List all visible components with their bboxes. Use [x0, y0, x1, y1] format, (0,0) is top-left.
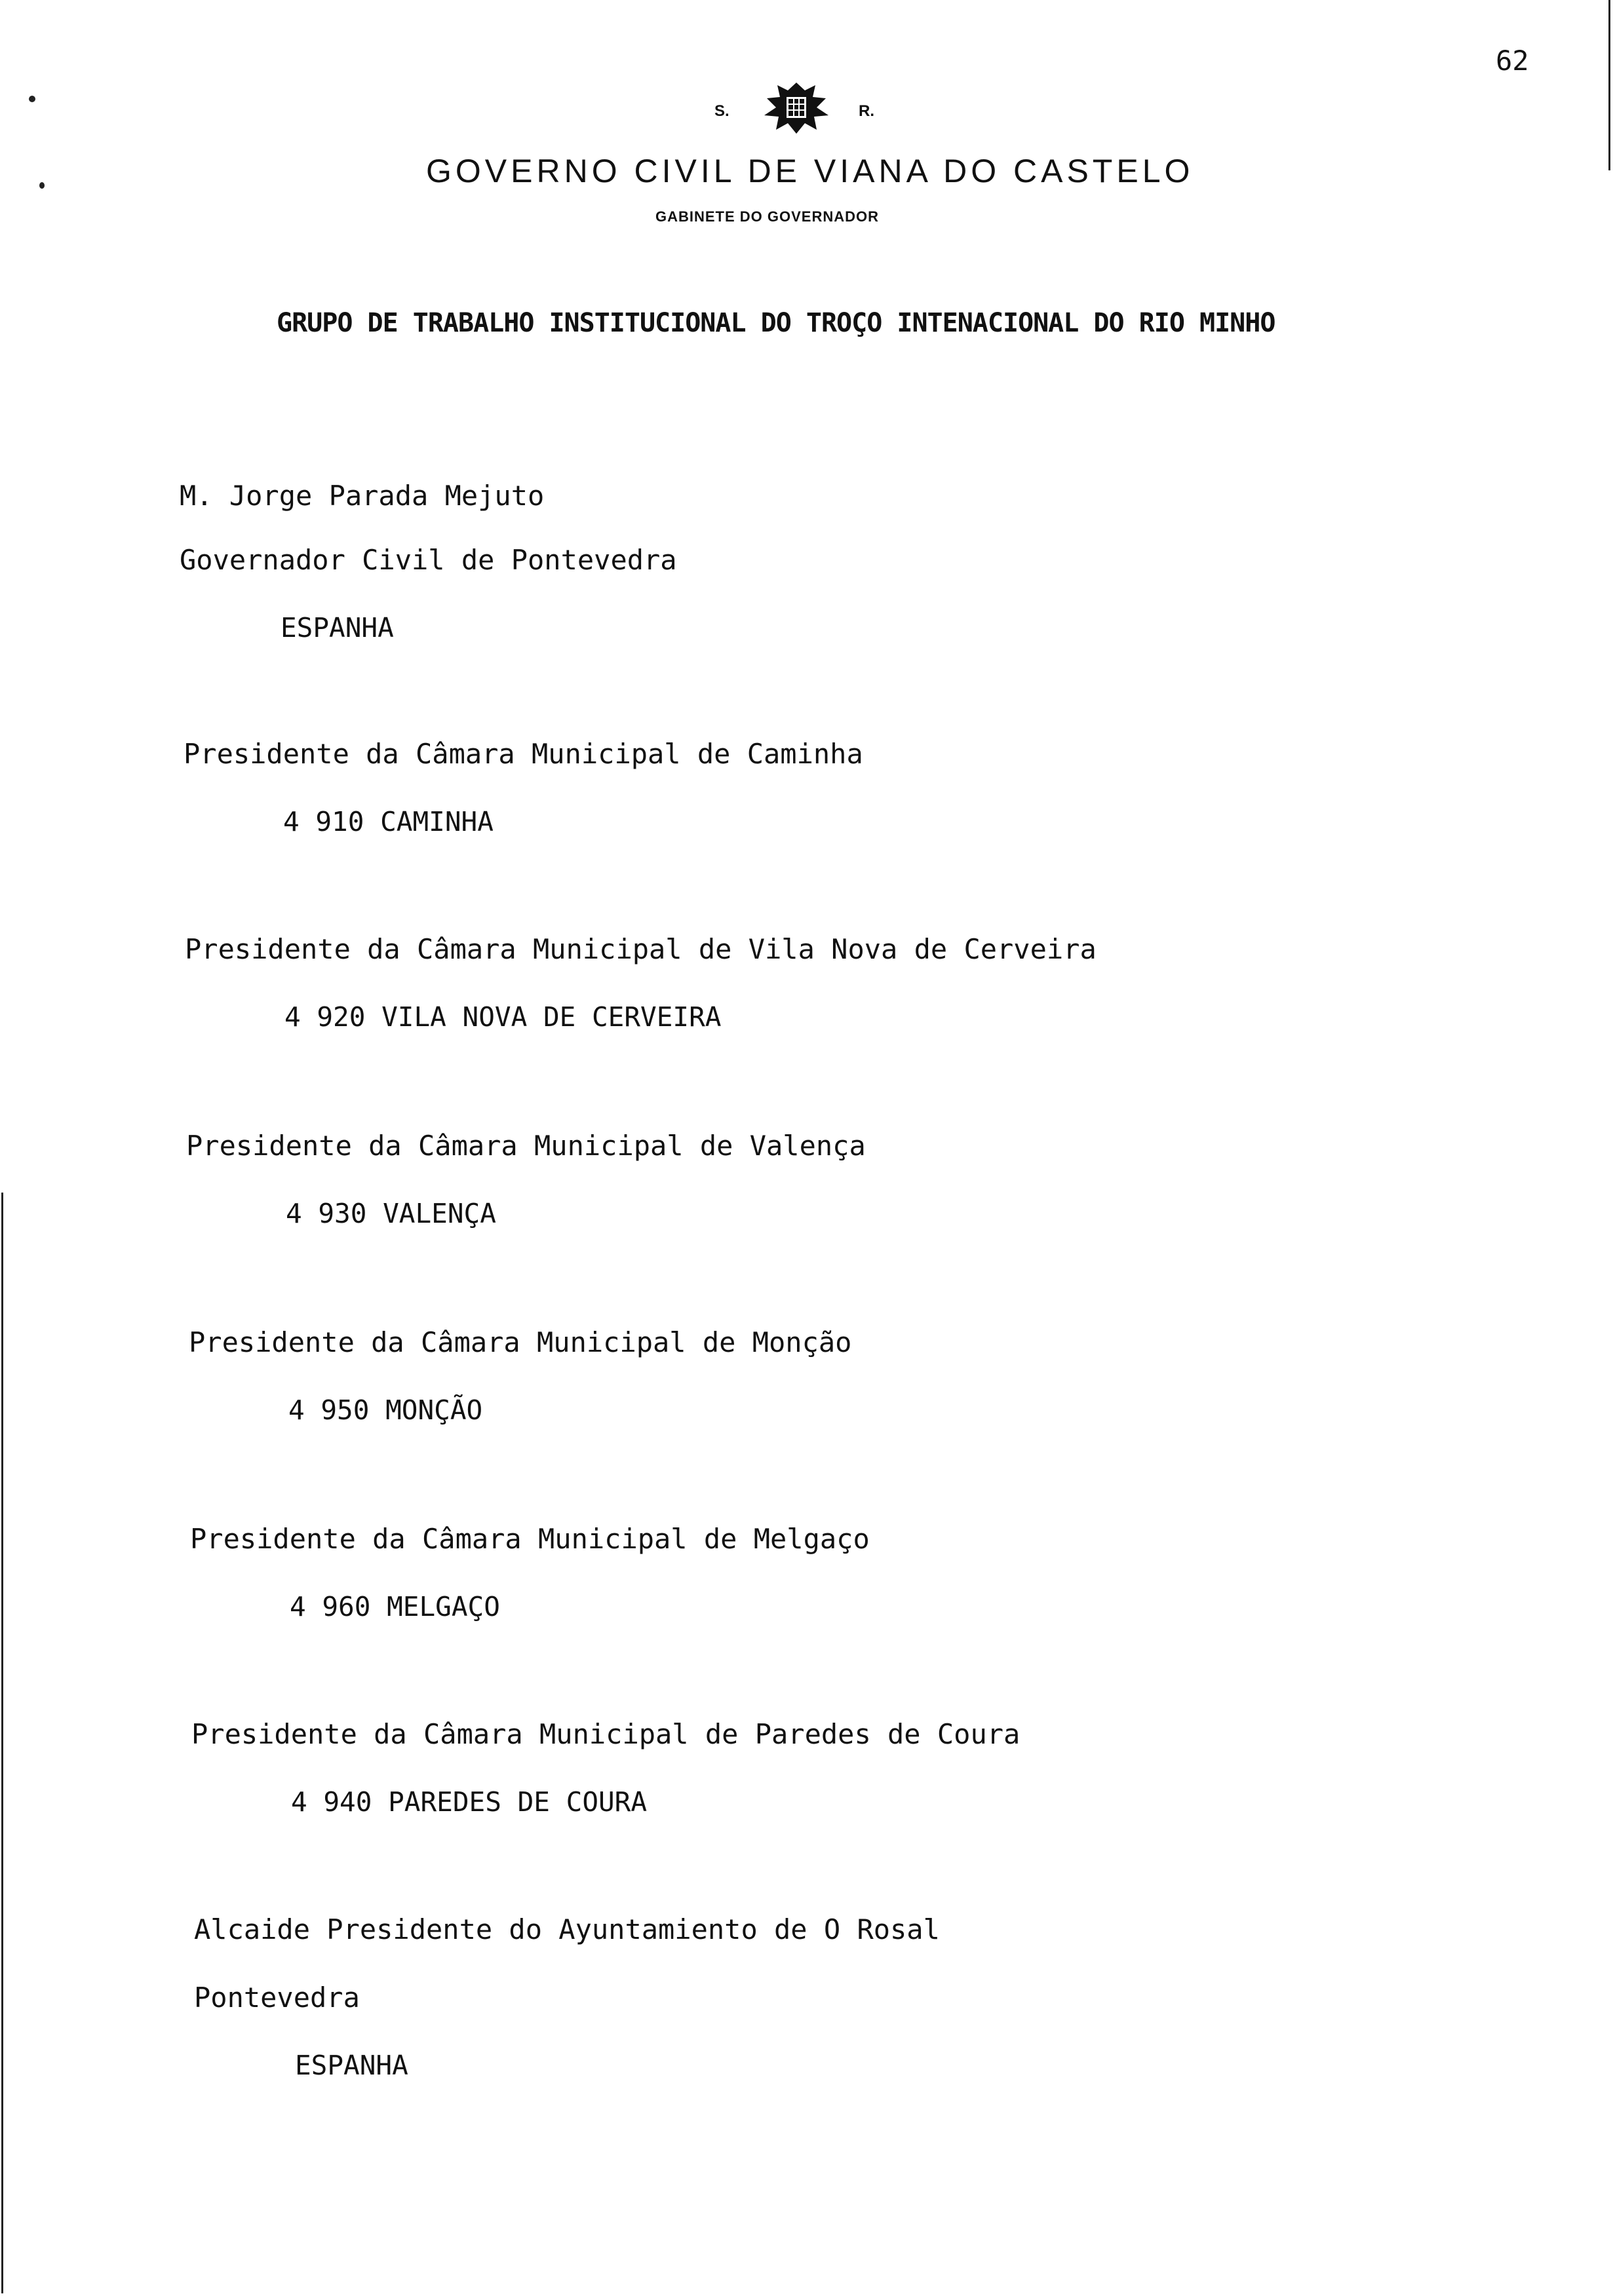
recipient-location: 4 930 VALENÇA [286, 1198, 496, 1229]
recipient-line: Presidente da Câmara Municipal de Valença [186, 1130, 866, 1162]
letterhead-emblem-row [714, 79, 885, 138]
recipient-line: M. Jorge Parada Mejuto [180, 480, 545, 512]
recipient-line: Presidente da Câmara Municipal de Paredes de Coura [191, 1718, 1021, 1750]
recipient-line: Presidente da Câmara Municipal de Monção [189, 1326, 852, 1358]
recipient-location: 4 920 VILA NOVA DE CERVEIRA [284, 1001, 722, 1033]
recipient-location: 4 950 MONÇÃO [288, 1394, 483, 1426]
recipient-line: Presidente da Câmara Municipal de Vila Nova de Cerveira [185, 933, 1097, 965]
recipient-location: ESPANHA [281, 612, 394, 643]
recipient-line: Pontevedra [194, 1981, 360, 2014]
left-edge-line [1, 1193, 3, 2293]
recipient-line: Governador Civil de Pontevedra [180, 544, 677, 576]
recipient-line: Presidente da Câmara Municipal de Melgaço [190, 1523, 870, 1555]
recipient-location: ESPANHA [295, 2050, 408, 2081]
left-initial: S. [714, 102, 730, 120]
recipient-location: 4 960 MELGAÇO [290, 1591, 500, 1622]
punch-mark [39, 182, 45, 189]
letterhead-title: GOVERNO CIVIL DE VIANA DO CASTELO [426, 153, 1194, 189]
recipient-line: Alcaide Presidente do Ayuntamiento de O Rosal [194, 1913, 940, 1945]
punch-mark [29, 96, 35, 102]
right-edge-line [1608, 0, 1610, 170]
recipient-location: 4 910 CAMINHA [283, 806, 494, 837]
group-title: GRUPO DE TRABALHO INSTITUCIONAL DO TROÇO INTENACIONAL DO RIO MINHO [277, 308, 1275, 338]
page-number: 62 [1496, 45, 1529, 77]
recipient-line: Presidente da Câmara Municipal de Caminha [184, 738, 863, 770]
letterhead-subtitle: GABINETE DO GOVERNADOR [655, 208, 880, 225]
recipient-location: 4 940 PAREDES DE COURA [291, 1786, 648, 1818]
coat-of-arms-icon [747, 79, 846, 138]
right-initial: R. [859, 102, 874, 120]
